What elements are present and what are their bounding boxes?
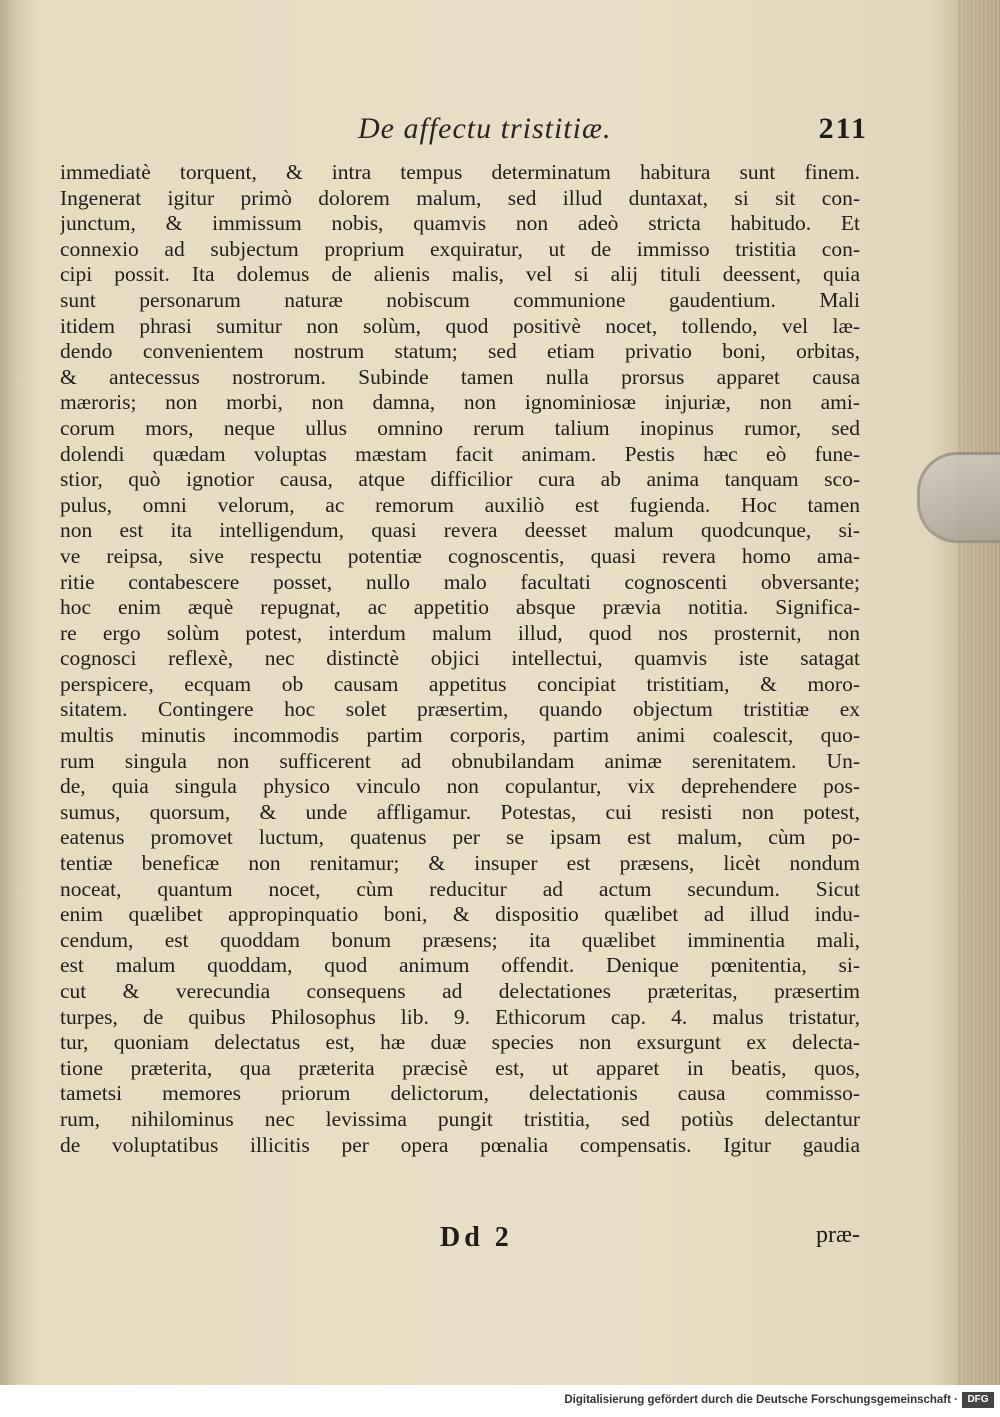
text-line: Ingenerat igitur primò dolorem malum, sed illud duntaxat, si sit con- bbox=[60, 185, 860, 210]
text-line: sunt personarum naturæ nobiscum communione gaudentium. Mali bbox=[60, 287, 860, 312]
text-line: cipi possit. Ita dolemus de alienis malis, vel si alij tituli deessent, quia bbox=[60, 262, 860, 287]
running-head: De affectu tristitiæ. bbox=[358, 112, 612, 145]
text-line: ve reipsa, sive respectu potentiæ cognoscentis, quasi revera homo ama- bbox=[60, 543, 860, 568]
text-line: itidem phrasi sumitur non solùm, quod positivè nocet, tollendo, vel læ- bbox=[60, 313, 860, 338]
text-line: corum mors, neque ullus omnino rerum talium inopinus rumor, sed bbox=[60, 415, 860, 440]
dfg-logo: DFG bbox=[962, 1392, 994, 1408]
catchword: præ- bbox=[816, 1222, 860, 1248]
text-line: tentiæ beneficæ non renitamur; & insuper est præsens, licèt nondum bbox=[60, 851, 860, 876]
page-number: 211 bbox=[818, 112, 868, 145]
text-line: junctum, & immissum nobis, quamvis non adeò stricta habitudo. Et bbox=[60, 211, 860, 236]
body-text bbox=[60, 160, 860, 1158]
text-line: multis minutis incommodis partim corporis, partim animi coalescit, quo- bbox=[60, 723, 860, 748]
text-line: est malum quoddam, quod animum offendit. Denique pœnitentia, si- bbox=[60, 953, 860, 978]
text-line: non est ita intelligendum, quasi revera deesset malum quodcunque, si- bbox=[60, 518, 860, 543]
text-line: re ergo solùm potest, interdum malum illud, quod nos prosternit, non bbox=[60, 620, 860, 645]
signature-mark: Dd 2 bbox=[440, 1222, 513, 1253]
text-line: tur, quoniam delectatus est, hæ duæ species non exsurgunt ex delecta- bbox=[60, 1030, 860, 1055]
text-line: ritie contabescere posset, nullo malo facultati cognoscenti obversante; bbox=[60, 569, 860, 594]
text-line: eatenus promovet luctum, quatenus per se ipsam est malum, cùm po- bbox=[60, 825, 860, 850]
text-line: stior, quò ignotior causa, atque difficilior cura ab anima tanquam sco- bbox=[60, 467, 860, 492]
text-line: cendum, est quoddam bonum præsens; ita quælibet imminentia mali, bbox=[60, 927, 860, 952]
page-header bbox=[60, 112, 872, 152]
text-line: sitatem. Contingere hoc solet præsertim, quando objectum tristitiæ ex bbox=[60, 697, 860, 722]
credit-text: Digitalisierung gefördert durch die Deutsche Forschungsgemeinschaft · bbox=[564, 1394, 958, 1406]
text-line: connexio ad subjectum proprium exquiratur, ut de immisso tristitia con- bbox=[60, 236, 860, 261]
text-line: de, quia singula physico vinculo non copulantur, vix deprehendere pos- bbox=[60, 774, 860, 799]
text-line: enim quælibet appropinquatio boni, & dispositio quælibet ad illud indu- bbox=[60, 902, 860, 927]
page-edge bbox=[958, 0, 1000, 1385]
text-line: mæroris; non morbi, non damna, non ignominiosæ injuriæ, non ami- bbox=[60, 390, 860, 415]
text-line: tione præterita, qua præterita præcisè est, ut apparet in beatis, quos, bbox=[60, 1055, 860, 1080]
text-line: tametsi memores priorum delictorum, delectationis causa commisso- bbox=[60, 1081, 860, 1106]
book-clasp bbox=[917, 452, 1000, 543]
text-line: dendo convenientem nostrum statum; sed etiam privatio boni, orbitas, bbox=[60, 339, 860, 364]
text-line: cut & verecundia consequens ad delectationes præteritas, præsertim bbox=[60, 979, 860, 1003]
text-line: rum, nihilominus nec levissima pungit tristitia, sed potiùs delectantur bbox=[60, 1106, 860, 1131]
text-line: pulus, omni velorum, ac remorum auxiliò est fugienda. Hoc tamen bbox=[60, 492, 860, 517]
text-line: immediatè torquent, & intra tempus determinatum habitura sunt finem. bbox=[60, 160, 860, 184]
text-line: sumus, quorsum, & unde affligamur. Potestas, cui resisti non potest, bbox=[60, 799, 860, 824]
text-line: perspicere, ecquam ob causam appetitus concipiat tristitiam, & moro- bbox=[60, 671, 860, 696]
credit-bar bbox=[0, 1385, 1000, 1417]
text-line: cognosci reflexè, nec distinctè objici intellectui, quamvis iste satagat bbox=[60, 646, 860, 671]
text-line: turpes, de quibus Philosophus lib. 9. Ethicorum cap. 4. malus tristatur, bbox=[60, 1004, 860, 1029]
text-line: noceat, quantum nocet, cùm reducitur ad actum secundum. Sicut bbox=[60, 876, 860, 901]
text-line: & antecessus nostrorum. Subinde tamen nulla prorsus apparet causa bbox=[60, 364, 860, 389]
text-line: hoc enim æquè repugnat, ac appetitio absque prævia notitia. Significa- bbox=[60, 595, 860, 620]
page-footer bbox=[60, 1222, 860, 1262]
text-line: dolendi quædam voluptas mæstam facit animam. Pestis hæc eò fune- bbox=[60, 441, 860, 466]
text-line: rum singula non sufficerent ad obnubilandam animæ serenitatem. Un- bbox=[60, 748, 860, 773]
text-line: de voluptatibus illicitis per opera pœnalia compensatis. Igitur gaudia bbox=[60, 1132, 860, 1157]
